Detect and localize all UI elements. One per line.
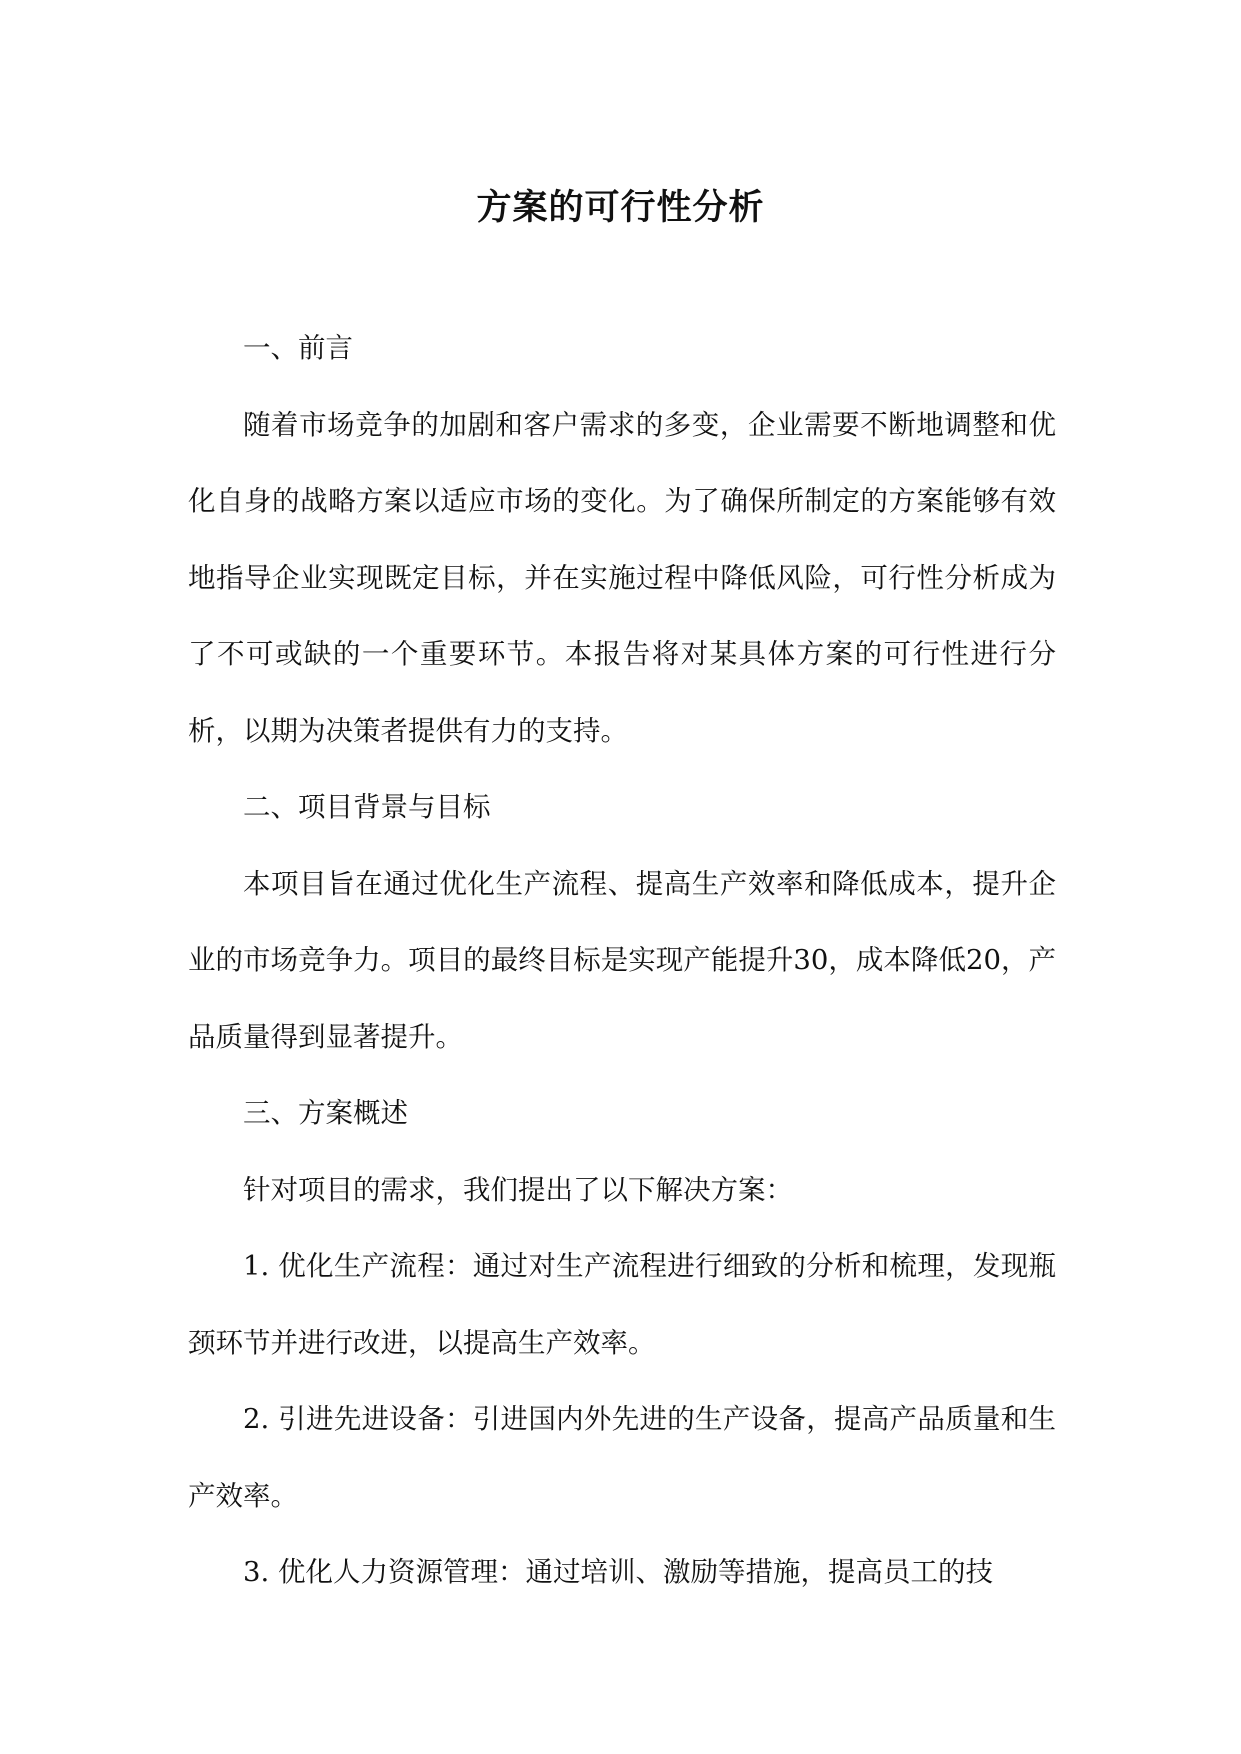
section-heading-overview: 三、方案概述	[243, 1097, 408, 1129]
section-heading-background: 二、项目背景与目标	[243, 791, 491, 823]
list-item-2: 2. 引进先进设备：引进国内外先进的生产设备，提高产品质量和生产效率。	[188, 1403, 1056, 1512]
section-heading-preface: 一、前言	[243, 332, 353, 364]
paragraph-background: 本项目旨在通过优化生产流程、提高生产效率和降低成本，提升企业的市场竞争力。项目的最终目标是实现产能提升30，成本降低20，产品质量得到显著提升。	[188, 867, 1056, 1053]
list-item-3: 3. 优化人力资源管理：通过培训、激励等措施，提高员工的技	[243, 1556, 993, 1588]
paragraph-overview-intro: 针对项目的需求，我们提出了以下解决方案：	[243, 1173, 793, 1206]
paragraph-preface: 随着市场竞争的加剧和客户需求的多变，企业需要不断地调整和优化自身的战略方案以适应市场的变化。为了确保所制定的方案能够有效地指导企业实现既定目标，并在实施过程中降低风险，可行性分析成为了不可或缺的一个重要环节。本报告将对某具体方案的可行性进行分析，以期为决策者提供有力的支持。	[188, 408, 1056, 747]
list-item-1: 1. 优化生产流程：通过对生产流程进行细致的分析和梳理，发现瓶颈环节并进行改进，以提高生产效率。	[188, 1250, 1056, 1359]
document-body	[188, 310, 1056, 1611]
document-title: 方案的可行性分析	[476, 187, 765, 228]
